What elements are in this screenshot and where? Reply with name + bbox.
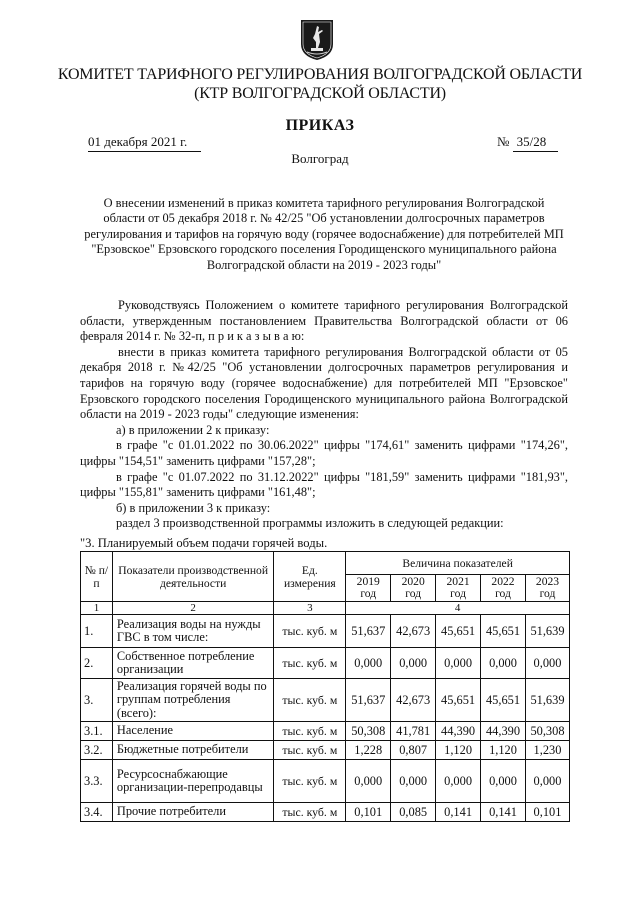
row-value: 50,308	[525, 722, 569, 741]
column-number: 3	[274, 602, 346, 615]
row-num: 3.3.	[81, 760, 113, 803]
table-row	[81, 803, 570, 822]
table-row	[81, 741, 570, 760]
row-name: Ресурсоснабжающие организации-перепродавцы	[112, 760, 274, 803]
year-header: 2019 год	[346, 575, 391, 602]
row-value: 0,000	[391, 648, 436, 679]
row-value: 1,230	[525, 741, 569, 760]
row-value: 0,101	[525, 803, 569, 822]
number-value: 35/28	[513, 134, 559, 152]
row-value: 0,000	[481, 760, 526, 803]
row-unit: тыс. куб. м	[274, 679, 346, 722]
row-value: 44,390	[481, 722, 526, 741]
row-num: 3.1.	[81, 722, 113, 741]
row-num: 3.	[81, 679, 113, 722]
body-paragraph: а) в приложении 2 к приказу:	[116, 422, 270, 437]
row-value: 0,000	[481, 648, 526, 679]
row-name: Прочие потребители	[112, 803, 274, 822]
volgograd-coat-of-arms-icon	[299, 18, 335, 62]
header-num: № п/п	[81, 552, 113, 602]
year-header: 2020 год	[391, 575, 436, 602]
row-name: Реализация воды на нужды ГВС в том числе:	[112, 615, 274, 648]
year-header: 2023 год	[525, 575, 569, 602]
order-subject: О внесении изменений в приказ комитета тарифного регулирования Волгоградской области от 05 декабря 2018 г. № 42/25 "Об установлении долгосрочных параметров регулирования и тарифов на горячую воду (горячее водоснабжение) для потребителей МП "Ерзовское" Ерзовского городского поселения Городищенского муниципального района Волгоградской области на 2019 - 2023 годы"	[84, 196, 564, 272]
row-unit: тыс. куб. м	[274, 615, 346, 648]
body-paragraph: б) в приложении 3 к приказу:	[116, 500, 271, 515]
row-value: 0,141	[436, 803, 481, 822]
committee-name: КОМИТЕТ ТАРИФНОГО РЕГУЛИРОВАНИЯ ВОЛГОГРАДСКОЙ ОБЛАСТИ	[57, 66, 583, 83]
row-value: 0,000	[346, 648, 391, 679]
order-date: 01 декабря 2021 г.	[88, 134, 201, 152]
row-value: 0,000	[436, 648, 481, 679]
column-number: 2	[112, 602, 274, 615]
row-unit: тыс. куб. м	[274, 648, 346, 679]
row-name: Реализация горячей воды по группам потребления (всего):	[112, 679, 274, 722]
document-type: ПРИКАЗ	[285, 117, 355, 134]
committee-short-name: (КТР ВОЛГОГРАДСКОЙ ОБЛАСТИ)	[194, 85, 446, 102]
year-header: 2021 год	[436, 575, 481, 602]
column-number-row	[81, 602, 570, 615]
column-number: 4	[346, 602, 570, 615]
row-value: 0,000	[525, 648, 569, 679]
row-value: 51,639	[525, 615, 569, 648]
row-value: 1,228	[346, 741, 391, 760]
column-number: 1	[81, 602, 113, 615]
row-value: 1,120	[481, 741, 526, 760]
table-row	[81, 679, 570, 722]
row-value: 50,308	[346, 722, 391, 741]
row-value: 0,000	[391, 760, 436, 803]
body-paragraph: Руководствуясь Положением о комитете тарифного регулирования Волгоградской области, утвержденным постановлением Правительства Волгоградской области от 06 февраля 2014 г. № 32-п, п р и к а з ы в а ю:	[80, 298, 568, 344]
row-value: 51,637	[346, 615, 391, 648]
row-value: 0,807	[391, 741, 436, 760]
row-unit: тыс. куб. м	[274, 760, 346, 803]
row-value: 51,639	[525, 679, 569, 722]
table-caption: "3. Планируемый объем подачи горячей воды.	[80, 536, 328, 550]
body-paragraph: в графе "с 01.07.2022 по 31.12.2022" цифры "181,59" заменить цифрами "181,93", цифры "155,81" заменить цифрами "161,48";	[80, 469, 568, 500]
row-num: 2.	[81, 648, 113, 679]
order-body	[80, 298, 568, 532]
year-header: 2022 год	[481, 575, 526, 602]
table-row	[81, 722, 570, 741]
table-row	[81, 760, 570, 803]
row-unit: тыс. куб. м	[274, 741, 346, 760]
row-value: 45,651	[436, 615, 481, 648]
body-paragraph: в графе "с 01.01.2022 по 30.06.2022" цифры "174,61" заменить цифрами "174,26", цифры "154,51" заменить цифрами "157,28";	[80, 438, 568, 468]
row-unit: тыс. куб. м	[274, 803, 346, 822]
row-value: 45,651	[481, 615, 526, 648]
header-values: Величина показателей	[346, 552, 570, 575]
row-num: 1.	[81, 615, 113, 648]
row-value: 51,637	[346, 679, 391, 722]
body-paragraph: внести в приказ комитета тарифного регулирования Волгоградской области от 05 декабря 2018 г. №42/25 "Об установлении долгосрочных параметров регулирования и тарифов на горячую воду (горячее водоснабжение) для потребителей МП "Ерзовское" Ерзовского городского поселения Городищенского муниципального района Волгоградской области на 2019 - 2023 годы" следующие изменения:	[80, 344, 568, 422]
table-row	[81, 648, 570, 679]
header-unit: Ед. измерения	[274, 552, 346, 602]
row-unit: тыс. куб. м	[274, 722, 346, 741]
header-indicator: Показатели производственной деятельности	[112, 552, 274, 602]
body-paragraph: раздел 3 производственной программы изложить в следующей редакции:	[116, 516, 504, 531]
row-name: Бюджетные потребители	[112, 741, 274, 760]
row-value: 42,673	[391, 615, 436, 648]
row-value: 0,101	[346, 803, 391, 822]
row-value: 45,651	[436, 679, 481, 722]
number-sign: №	[497, 134, 510, 149]
row-value: 0,000	[346, 760, 391, 803]
row-value: 0,000	[525, 760, 569, 803]
row-name: Население	[112, 722, 274, 741]
row-value: 0,000	[436, 760, 481, 803]
order-number	[497, 134, 558, 152]
table-row	[81, 615, 570, 648]
city: Волгоград	[291, 151, 349, 166]
row-value: 0,085	[391, 803, 436, 822]
row-value: 1,120	[436, 741, 481, 760]
row-num: 3.2.	[81, 741, 113, 760]
row-value: 45,651	[481, 679, 526, 722]
row-name: Собственное потребление организации	[112, 648, 274, 679]
volume-table	[80, 551, 570, 822]
row-value: 0,141	[481, 803, 526, 822]
row-value: 44,390	[436, 722, 481, 741]
row-value: 41,781	[391, 722, 436, 741]
row-value: 42,673	[391, 679, 436, 722]
row-num: 3.4.	[81, 803, 113, 822]
